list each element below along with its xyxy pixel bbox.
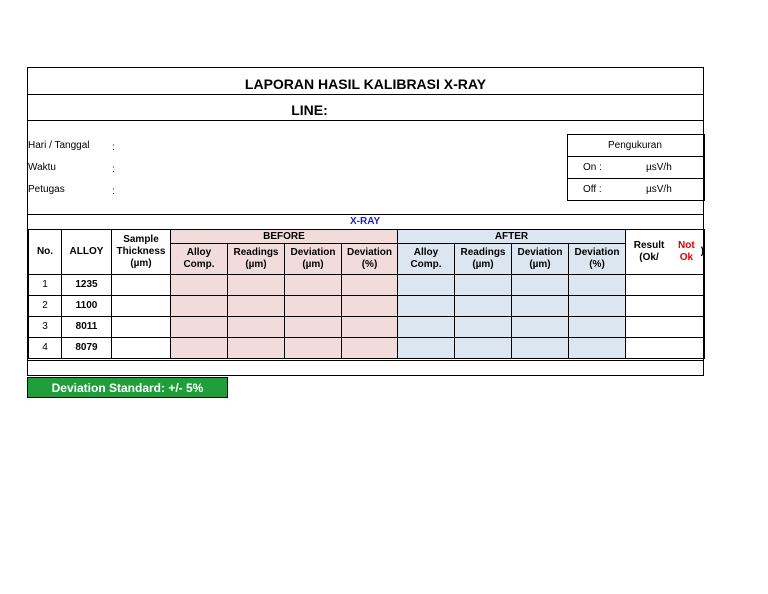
table-cell-input[interactable] (284, 337, 342, 359)
header-before: BEFORE (170, 229, 398, 244)
off-unit: µsV/h (646, 184, 672, 195)
table-cell-input[interactable] (454, 295, 512, 317)
divider (567, 156, 705, 157)
table-cell-input[interactable] (625, 337, 705, 359)
officer-label: Petugas (28, 184, 65, 195)
row-number: 2 (28, 295, 62, 317)
header-after: AFTER (397, 229, 626, 244)
table-cell-input[interactable] (170, 295, 228, 317)
table-cell-input[interactable] (170, 337, 228, 359)
on-label: On : (583, 162, 602, 173)
table-cell-input[interactable] (511, 295, 569, 317)
table-cell-input[interactable] (397, 316, 455, 338)
table-cell-input[interactable] (511, 274, 569, 296)
header-after-readings: Readings (µm) (454, 243, 512, 275)
table-cell-input[interactable] (284, 274, 342, 296)
row-alloy: 8011 (61, 316, 112, 338)
table-cell-input[interactable] (568, 274, 626, 296)
header-result (625, 229, 705, 275)
table-cell-input[interactable] (284, 295, 342, 317)
time-label: Waktu (28, 162, 56, 173)
table-cell-input[interactable] (284, 316, 342, 338)
table-cell-input[interactable] (568, 316, 626, 338)
header-before-alloy-comp: Alloy Comp. (170, 243, 228, 275)
table-cell-input[interactable] (397, 295, 455, 317)
row-number: 4 (28, 337, 62, 359)
table-cell-input[interactable] (454, 274, 512, 296)
time-colon: : (112, 164, 115, 175)
table-cell-input[interactable] (454, 337, 512, 359)
row-alloy: 1235 (61, 274, 112, 296)
table-cell-input[interactable] (341, 274, 398, 296)
result-suffix: ) (700, 246, 704, 257)
report-sheet (27, 67, 704, 376)
result-prefix: Result (Ok/ (633, 240, 665, 263)
row-number: 3 (28, 316, 62, 338)
header-after-alloy-comp: Alloy Comp. (397, 243, 455, 275)
header-alloy: ALLOY (61, 229, 112, 275)
divider (28, 120, 703, 121)
table-cell-input[interactable] (227, 337, 285, 359)
header-before-deviation-pct: Deviation (%) (341, 243, 398, 275)
row-number: 1 (28, 274, 62, 296)
table-cell-input[interactable] (625, 295, 705, 317)
officer-colon: : (112, 186, 115, 197)
table-cell-input[interactable] (625, 316, 705, 338)
table-cell-input[interactable] (341, 316, 398, 338)
deviation-standard-banner: Deviation Standard: +/- 5% (27, 377, 228, 398)
divider (28, 94, 703, 95)
divider (28, 360, 703, 361)
table-cell-input[interactable] (341, 337, 398, 359)
divider (567, 178, 705, 179)
table-cell-input[interactable] (227, 295, 285, 317)
table-cell-input[interactable] (227, 274, 285, 296)
row-alloy: 1100 (61, 295, 112, 317)
table-cell-input[interactable] (111, 295, 171, 317)
off-label: Off : (583, 184, 602, 195)
header-no: No. (28, 229, 62, 275)
date-label: Hari / Tanggal (28, 140, 90, 151)
result-not-ok: Not Ok (678, 240, 695, 263)
table-cell-input[interactable] (341, 295, 398, 317)
table-cell-input[interactable] (111, 316, 171, 338)
measurement-header: Pengukuran (608, 140, 662, 151)
table-cell-input[interactable] (511, 337, 569, 359)
table-cell-input[interactable] (511, 316, 569, 338)
date-colon: : (112, 142, 115, 153)
table-cell-input[interactable] (111, 274, 171, 296)
table-cell-input[interactable] (170, 316, 228, 338)
report-title: LAPORAN HASIL KALIBRASI X-RAY (244, 76, 487, 92)
xray-section-label: X-RAY (350, 216, 381, 227)
header-sample-thickness: Sample Thickness (µm) (111, 229, 171, 275)
divider (28, 214, 703, 215)
row-alloy: 8079 (61, 337, 112, 359)
header-after-deviation-um: Deviation (µm) (511, 243, 569, 275)
table-cell-input[interactable] (625, 274, 705, 296)
header-after-deviation-pct: Deviation (%) (568, 243, 626, 275)
on-unit: µsV/h (646, 162, 672, 173)
table-cell-input[interactable] (397, 337, 455, 359)
table-cell-input[interactable] (568, 337, 626, 359)
header-before-deviation-um: Deviation (µm) (284, 243, 342, 275)
table-cell-input[interactable] (454, 316, 512, 338)
header-before-readings: Readings (µm) (227, 243, 285, 275)
table-cell-input[interactable] (170, 274, 228, 296)
table-cell-input[interactable] (111, 337, 171, 359)
line-label: LINE: (291, 102, 328, 118)
table-cell-input[interactable] (568, 295, 626, 317)
table-cell-input[interactable] (397, 274, 455, 296)
table-cell-input[interactable] (227, 316, 285, 338)
